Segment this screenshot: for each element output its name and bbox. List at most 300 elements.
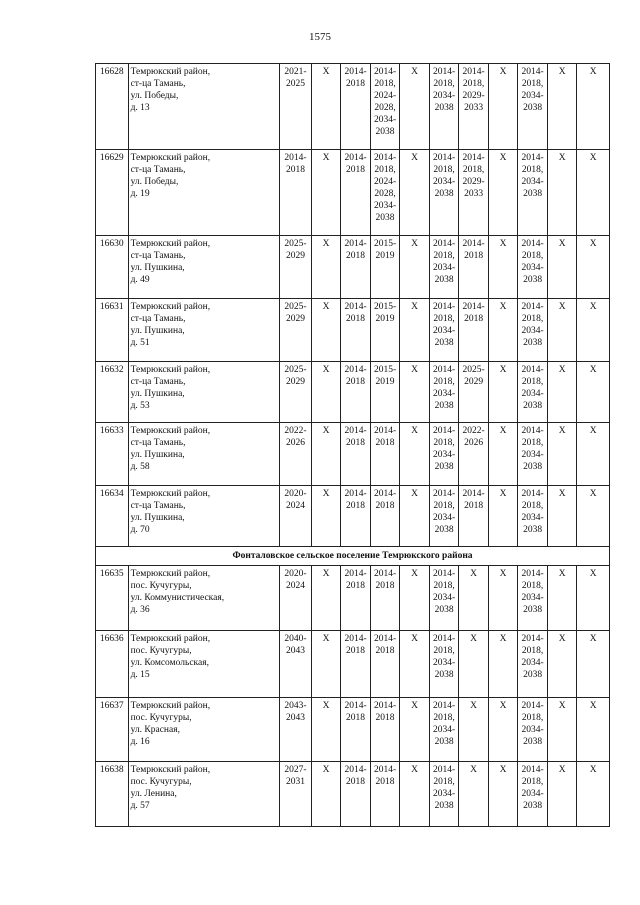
cell-line: 2019 — [375, 314, 395, 324]
cell-line: 2014- — [521, 569, 544, 579]
cell-line: X — [411, 765, 418, 775]
address-cell — [128, 631, 280, 698]
cell-line: 2038 — [434, 401, 454, 411]
cell-line: 2014- — [462, 302, 485, 312]
not-applicable-cell — [577, 362, 610, 423]
not-applicable-cell — [488, 486, 518, 547]
cell-line: 2038 — [523, 401, 543, 411]
period-cell — [518, 236, 548, 299]
cell-line: 2014- — [284, 153, 307, 163]
period-cell — [518, 299, 548, 362]
cell-line: X — [589, 634, 597, 644]
cell-line: X — [558, 634, 566, 644]
cell-line: 2034- — [432, 389, 456, 399]
period-cell — [370, 64, 400, 150]
period-cell — [370, 698, 400, 762]
period-cell — [518, 698, 548, 762]
cell-line: 2038 — [434, 605, 454, 615]
not-applicable-cell — [577, 150, 610, 236]
cell-line: 2014- — [432, 426, 456, 436]
cell-line: 2043- — [284, 701, 307, 711]
address-cell — [128, 698, 280, 762]
cell-line: 2014- — [373, 569, 397, 579]
not-applicable-cell — [311, 698, 341, 762]
period-cell — [429, 362, 459, 423]
period-cell — [341, 698, 371, 762]
cell-line: X — [322, 569, 330, 579]
period-cell — [280, 566, 312, 631]
cell-line: 2018, — [521, 377, 544, 387]
cell-line: 2028, — [374, 103, 396, 113]
section-header-group — [96, 547, 610, 566]
cell-line: 2014- — [432, 365, 456, 375]
cell-line: 2018 — [346, 501, 366, 511]
period-cell — [370, 150, 400, 236]
address-line: Темрюкский район, — [130, 365, 211, 375]
cell-line: 2033 — [464, 189, 484, 199]
row-number: 16634 — [96, 486, 129, 547]
cell-line: 2038 — [523, 737, 543, 747]
section-title: Фонталовское сельское поселение Темрюкского района — [96, 547, 610, 566]
cell-line: 2038 — [523, 189, 543, 199]
cell-line: X — [558, 365, 566, 375]
cell-line: X — [589, 302, 597, 312]
address-line: д. 58 — [130, 462, 150, 472]
period-cell — [459, 150, 489, 236]
cell-line: X — [558, 153, 566, 163]
period-cell — [280, 362, 312, 423]
cell-line: 2014- — [432, 67, 456, 77]
period-cell — [280, 423, 312, 486]
cell-line: 2018, — [433, 165, 455, 175]
cell-line: 2018 — [464, 314, 484, 324]
period-cell — [429, 631, 459, 698]
cell-line: X — [589, 701, 597, 711]
not-applicable-cell — [547, 299, 577, 362]
cell-line: 2034- — [373, 201, 397, 211]
address-line: д. 15 — [130, 670, 150, 680]
period-cell — [280, 299, 312, 362]
address-line: ул. Пушкина, — [130, 389, 185, 399]
cell-line: 2034- — [373, 115, 397, 125]
address-cell — [128, 150, 280, 236]
period-cell — [518, 631, 548, 698]
cell-line: 2014- — [462, 239, 485, 249]
not-applicable-cell — [400, 762, 430, 827]
address-line: пос. Кучугуры, — [130, 777, 192, 787]
cell-line: X — [322, 67, 330, 77]
not-applicable-cell — [488, 423, 518, 486]
cell-line: 2038 — [523, 801, 543, 811]
address-line: Темрюкский район, — [130, 489, 211, 499]
not-applicable-cell — [400, 566, 430, 631]
cell-line: X — [558, 701, 566, 711]
cell-line: X — [411, 302, 418, 312]
cell-line: 2038 — [523, 605, 543, 615]
cell-line: 2034- — [432, 326, 456, 336]
cell-line: X — [499, 67, 507, 77]
cell-line: 2022- — [284, 426, 307, 436]
period-cell — [459, 299, 489, 362]
not-applicable-cell — [547, 362, 577, 423]
period-cell — [370, 486, 400, 547]
not-applicable-cell — [400, 423, 430, 486]
cell-line: 2038 — [434, 189, 454, 199]
not-applicable-cell — [488, 566, 518, 631]
not-applicable-cell — [400, 486, 430, 547]
row-number: 16631 — [96, 299, 129, 362]
cell-line: 2019 — [375, 377, 395, 387]
period-cell — [429, 698, 459, 762]
cell-line: 2034- — [521, 389, 544, 399]
cell-line: 2014- — [373, 765, 397, 775]
address-line: Темрюкский район, — [130, 153, 211, 163]
address-line: Темрюкский район, — [130, 67, 211, 77]
period-cell — [459, 64, 489, 150]
cell-line: 2034- — [521, 593, 544, 603]
cell-line: 2034- — [432, 593, 456, 603]
address-line: д. 36 — [130, 605, 150, 615]
cell-line: 2018 — [464, 251, 484, 261]
not-applicable-cell — [311, 64, 341, 150]
period-cell — [370, 762, 400, 827]
period-cell — [429, 423, 459, 486]
row-number: 16630 — [96, 236, 129, 299]
table-row — [96, 150, 610, 236]
cell-line: 2022- — [462, 426, 485, 436]
period-cell — [280, 631, 312, 698]
cell-line: X — [499, 239, 507, 249]
cell-line: 2034- — [432, 450, 456, 460]
address-line: д. 53 — [130, 401, 150, 411]
cell-line: 2014- — [344, 489, 367, 499]
cell-line: 2018 — [375, 646, 395, 656]
cell-line: 2029- — [462, 91, 485, 101]
not-applicable-cell — [488, 299, 518, 362]
cell-line: X — [589, 426, 597, 436]
cell-line: 2014- — [432, 239, 456, 249]
not-applicable-cell — [577, 566, 610, 631]
cell-line: X — [558, 302, 566, 312]
period-cell — [341, 150, 371, 236]
period-cell — [341, 423, 371, 486]
not-applicable-cell — [547, 566, 577, 631]
period-cell — [518, 423, 548, 486]
cell-line: 2014- — [462, 489, 485, 499]
cell-line: X — [499, 302, 507, 312]
cell-line: X — [411, 67, 418, 77]
cell-line: 2018, — [374, 165, 396, 175]
cell-line: 2025- — [284, 365, 307, 375]
address-line: ст-ца Тамань, — [130, 501, 186, 511]
cell-line: X — [558, 765, 566, 775]
address-line: пос. Кучугуры, — [130, 646, 192, 656]
cell-line: 2025 — [285, 79, 305, 89]
cell-line: X — [322, 701, 330, 711]
cell-line: 2021- — [284, 67, 307, 77]
cell-line: 2024 — [285, 501, 305, 511]
cell-line: 2018, — [521, 165, 544, 175]
page-number: 1575 — [309, 31, 331, 43]
register-table — [95, 63, 610, 827]
table-row — [96, 631, 610, 698]
table-body-tamian — [96, 64, 610, 547]
not-applicable-cell — [400, 299, 430, 362]
period-cell — [518, 486, 548, 547]
not-applicable-cell — [311, 762, 341, 827]
address-line: ул. Коммунистическая, — [130, 593, 225, 603]
cell-line: 2014- — [344, 634, 367, 644]
cell-line: 2024- — [373, 177, 397, 187]
cell-line: 2014- — [432, 634, 456, 644]
cell-line: 2034- — [432, 177, 456, 187]
cell-line: 2028, — [374, 189, 396, 199]
cell-line: 2014- — [521, 701, 544, 711]
cell-line: 2018 — [375, 777, 395, 787]
cell-line: X — [470, 701, 478, 711]
cell-line: 2018 — [375, 501, 395, 511]
cell-line: 2018, — [374, 79, 396, 89]
cell-line: 2018 — [346, 251, 366, 261]
cell-line: 2015- — [373, 239, 397, 249]
not-applicable-cell — [488, 64, 518, 150]
address-line: д. 19 — [130, 189, 150, 199]
period-cell — [518, 566, 548, 631]
not-applicable-cell — [488, 762, 518, 827]
cell-line: 2018 — [375, 713, 395, 723]
cell-line: 2038 — [434, 737, 454, 747]
cell-line: 2020- — [284, 569, 307, 579]
cell-line: 2014- — [521, 67, 544, 77]
cell-line: 2018, — [521, 251, 544, 261]
period-cell — [341, 762, 371, 827]
period-cell — [429, 566, 459, 631]
period-cell — [429, 236, 459, 299]
cell-line: 2018, — [521, 314, 544, 324]
period-cell — [341, 299, 371, 362]
table-row — [96, 762, 610, 827]
period-cell — [280, 236, 312, 299]
cell-line: 2026 — [285, 438, 305, 448]
address-line: ст-ца Тамань, — [130, 314, 186, 324]
cell-line: 2018, — [433, 79, 455, 89]
cell-line: X — [589, 765, 597, 775]
cell-line: 2024 — [285, 581, 305, 591]
not-applicable-cell — [577, 299, 610, 362]
cell-line: 2038 — [523, 525, 543, 535]
cell-line: 2038 — [434, 801, 454, 811]
cell-line: X — [322, 765, 330, 775]
table-row — [96, 362, 610, 423]
not-applicable-cell — [400, 698, 430, 762]
cell-line: 2018, — [433, 646, 455, 656]
cell-line: 2014- — [432, 302, 456, 312]
section-header-row — [96, 547, 610, 566]
cell-line: 2018 — [346, 646, 366, 656]
not-applicable-cell — [547, 423, 577, 486]
period-cell — [370, 236, 400, 299]
cell-line: 2015- — [373, 302, 397, 312]
cell-line: X — [499, 365, 507, 375]
cell-line: X — [499, 426, 507, 436]
period-cell — [341, 486, 371, 547]
address-line: Темрюкский район, — [130, 426, 211, 436]
cell-line: 2038 — [434, 275, 454, 285]
cell-line: 2034- — [432, 91, 456, 101]
address-line: д. 16 — [130, 737, 150, 747]
cell-line: 2034- — [521, 326, 544, 336]
period-cell — [370, 423, 400, 486]
cell-line: X — [411, 153, 418, 163]
cell-line: 2025- — [284, 239, 307, 249]
cell-line: 2014- — [373, 426, 397, 436]
period-cell — [341, 631, 371, 698]
table-row — [96, 236, 610, 299]
cell-line: 2040- — [284, 634, 307, 644]
cell-line: 2038 — [375, 127, 395, 137]
cell-line: 2025- — [462, 365, 485, 375]
cell-line: 2018 — [375, 581, 395, 591]
address-line: Темрюкский район, — [130, 701, 211, 711]
address-cell — [128, 762, 280, 827]
cell-line: X — [411, 239, 418, 249]
row-number: 16637 — [96, 698, 129, 762]
not-applicable-cell — [488, 362, 518, 423]
table-row — [96, 486, 610, 547]
cell-line: 2018, — [433, 777, 455, 787]
address-cell — [128, 362, 280, 423]
cell-line: 2014- — [373, 489, 397, 499]
period-cell — [341, 566, 371, 631]
cell-line: 2020- — [284, 489, 307, 499]
period-cell — [280, 698, 312, 762]
cell-line: 2043 — [285, 713, 305, 723]
cell-line: 2014- — [521, 239, 544, 249]
cell-line: 2034- — [521, 91, 544, 101]
not-applicable-cell — [547, 150, 577, 236]
address-line: Темрюкский район, — [130, 765, 211, 775]
cell-line: 2014- — [373, 634, 397, 644]
cell-line: 2034- — [521, 658, 544, 668]
not-applicable-cell — [577, 631, 610, 698]
table-body-fontalovskoe — [96, 566, 610, 827]
period-cell — [429, 150, 459, 236]
period-cell — [518, 762, 548, 827]
cell-line: 2038 — [523, 103, 543, 113]
row-number: 16629 — [96, 150, 129, 236]
cell-line: 2015- — [373, 365, 397, 375]
table-row — [96, 423, 610, 486]
address-line: ул. Пушкина, — [130, 263, 185, 273]
cell-line: 2014- — [432, 489, 456, 499]
not-applicable-cell — [400, 150, 430, 236]
cell-line: 2014- — [521, 426, 544, 436]
cell-line: 2038 — [434, 103, 454, 113]
period-cell — [459, 362, 489, 423]
cell-line: X — [411, 569, 418, 579]
address-cell — [128, 236, 280, 299]
cell-line: 2029- — [462, 177, 485, 187]
address-cell — [128, 299, 280, 362]
cell-line: X — [470, 634, 478, 644]
cell-line: X — [499, 765, 507, 775]
cell-line: X — [322, 489, 330, 499]
cell-line: 2018, — [462, 79, 485, 89]
address-line: ст-ца Тамань, — [130, 165, 186, 175]
cell-line: 2029 — [285, 377, 305, 387]
cell-line: 2034- — [432, 725, 456, 735]
not-applicable-cell — [577, 698, 610, 762]
cell-line: X — [589, 569, 597, 579]
cell-line: 2029 — [285, 251, 305, 261]
cell-line: 2018, — [521, 438, 544, 448]
cell-line: X — [411, 365, 418, 375]
cell-line: 2034- — [521, 789, 544, 799]
cell-line: 2018 — [346, 438, 366, 448]
cell-line: 2018 — [346, 713, 366, 723]
cell-line: 2014- — [521, 634, 544, 644]
cell-line: 2014- — [344, 569, 367, 579]
not-applicable-cell — [547, 631, 577, 698]
address-line: ул. Комсомольская, — [130, 658, 209, 668]
period-cell — [370, 362, 400, 423]
cell-line: 2034- — [521, 450, 544, 460]
period-cell — [459, 236, 489, 299]
not-applicable-cell — [488, 631, 518, 698]
cell-line: 2018, — [462, 165, 485, 175]
address-line: ул. Пушкина, — [130, 326, 185, 336]
cell-line: 2014- — [432, 569, 456, 579]
cell-line: 2014- — [521, 765, 544, 775]
not-applicable-cell — [577, 486, 610, 547]
cell-line: X — [411, 489, 418, 499]
not-applicable-cell — [311, 486, 341, 547]
period-cell — [280, 486, 312, 547]
row-number: 16633 — [96, 423, 129, 486]
cell-line: 2018, — [433, 314, 455, 324]
cell-line: 2014- — [344, 765, 367, 775]
cell-line: 2018 — [346, 581, 366, 591]
cell-line: 2014- — [373, 153, 397, 163]
cell-line: 2018, — [521, 581, 544, 591]
table-row — [96, 64, 610, 150]
cell-line: 2038 — [523, 462, 543, 472]
address-cell — [128, 566, 280, 631]
cell-line: X — [411, 701, 418, 711]
address-cell — [128, 423, 280, 486]
not-applicable-cell — [488, 236, 518, 299]
not-applicable-cell — [311, 631, 341, 698]
address-line: ул. Ленина, — [130, 789, 177, 799]
address-line: ул. Победы, — [130, 91, 179, 101]
row-number: 16628 — [96, 64, 129, 150]
cell-line: 2038 — [523, 338, 543, 348]
cell-line: 2038 — [434, 670, 454, 680]
cell-line: X — [558, 67, 566, 77]
cell-line: 2018 — [464, 501, 484, 511]
address-line: ул. Пушкина, — [130, 450, 185, 460]
period-cell — [280, 64, 312, 150]
address-line: ул. Победы, — [130, 177, 179, 187]
cell-line: 2014- — [344, 701, 367, 711]
cell-line: 2038 — [434, 525, 454, 535]
not-applicable-cell — [311, 150, 341, 236]
cell-line: 2014- — [521, 302, 544, 312]
cell-line: 2038 — [375, 213, 395, 223]
period-cell — [370, 631, 400, 698]
cell-line: 2018 — [346, 79, 366, 89]
cell-line: X — [558, 569, 566, 579]
